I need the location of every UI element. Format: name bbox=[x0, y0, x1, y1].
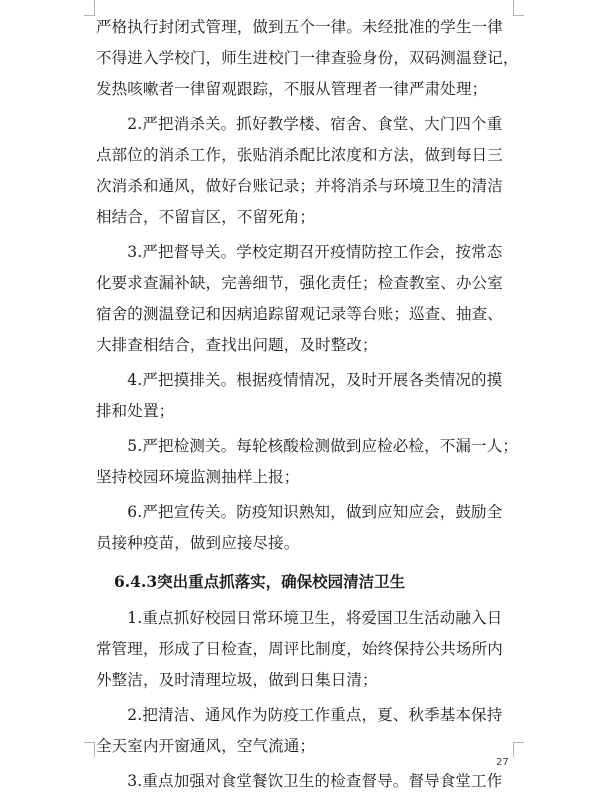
text-line: 5.严把检测关。每轮核酸检测做到应检必检，不漏一人； bbox=[96, 437, 518, 455]
text-line: 点部位的消杀工作，张贴消杀配比浓度和方法，做到每日三 bbox=[96, 146, 503, 164]
margin-mark-top-right bbox=[513, 0, 524, 16]
section-heading: 6.4.3突出重点抓落实，确保校园清洁卫生 bbox=[114, 572, 406, 591]
text-line: 3.严把督导关。学校定期召开疫情防控工作会，按常态 bbox=[96, 243, 503, 261]
margin-mark-bottom-left bbox=[84, 742, 95, 757]
text-line: 2.严把消杀关。抓好教学楼、宿舍、食堂、大门四个重 bbox=[96, 115, 503, 133]
text-line: 2.把清洁、通风作为防疫工作重点，夏、秋季基本保持 bbox=[96, 706, 503, 724]
text-line: 4.严把摸排关。根据疫情情况，及时开展各类情况的摸 bbox=[96, 371, 503, 389]
text-line: 外整洁，及时清理垃圾，做到日集日清； bbox=[96, 671, 378, 689]
margin-mark-bottom-right bbox=[513, 742, 524, 757]
text-line: 发热咳嗽者一律留观跟踪，不服从管理者一律严肃处理； bbox=[96, 80, 488, 98]
text-line: 3.重点加强对食堂餐饮卫生的检查督导。督导食堂工作 bbox=[96, 772, 503, 790]
text-line: 严格执行封闭式管理，做到五个一律。未经批准的学生一律 bbox=[96, 18, 503, 36]
text-line: 相结合，不留盲区，不留死角； bbox=[96, 208, 316, 226]
page-number: 27 bbox=[496, 757, 509, 768]
text-line: 宿舍的测温登记和因病追踪留观记录等台账；巡查、抽查、 bbox=[96, 305, 503, 323]
text-line: 化要求查漏补缺，完善细节，强化责任；检查教室、办公室 bbox=[96, 274, 503, 292]
text-line: 大排查相结合，查找出问题，及时整改； bbox=[96, 336, 378, 354]
text-line: 次消杀和通风，做好台账记录；并将消杀与环境卫生的清洁 bbox=[96, 177, 503, 195]
text-line: 6.严把宣传关。防疫知识熟知，做到应知应会，鼓励全 bbox=[96, 503, 503, 521]
document-body bbox=[96, 12, 519, 797]
text-line: 不得进入学校门，师生进校门一律查验身份，双码测温登记， bbox=[96, 49, 519, 67]
text-line: 员接种疫苗，做到应接尽接。 bbox=[96, 534, 300, 552]
text-line: 全天室内开窗通风，空气流通； bbox=[96, 737, 316, 755]
text-line: 1.重点抓好校园日常环境卫生，将爱国卫生活动融入日 bbox=[96, 609, 503, 627]
text-line: 坚持校园环境监测抽样上报； bbox=[96, 468, 300, 486]
text-line: 排和处置； bbox=[96, 402, 175, 420]
margin-mark-top-left bbox=[84, 0, 95, 16]
text-line: 常管理，形成了日检查，周评比制度，始终保持公共场所内 bbox=[96, 640, 503, 658]
